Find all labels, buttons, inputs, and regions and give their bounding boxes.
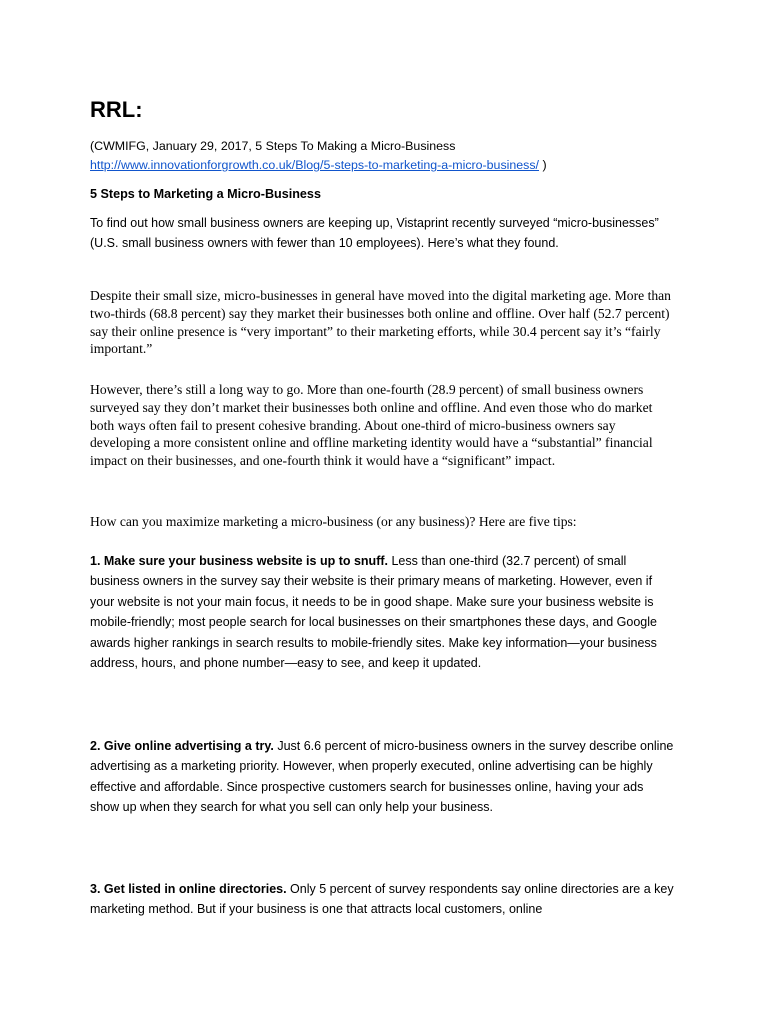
despite-paragraph: Despite their small size, micro-businesses in general have moved into the digital marketing age. More than two-thirds (68.8 percent) say they market their businesses both online and offline. Over half (52.7 percent) say their online presence is “very important” to their marketing efforts, while 30.4 percent say it’s “fairly important.” [90,288,671,357]
citation-text: (CWMIFG, January 29, 2017, 5 Steps To Making a Micro-Business [90,139,456,153]
page-title: RRL: [90,97,143,122]
how-paragraph: How can you maximize marketing a micro-business (or any business)? Here are five tips: [90,514,577,529]
tip-paragraph [90,879,675,920]
tip-lead: 2. Give online advertising a try. [90,739,274,753]
tip-body: Less than one-third (32.7 percent) of small business owners in the survey say their website is their primary means of marketing. However, even if your website is not your main focus, it needs to be in good shape. Make sure your business website is mobile-friendly; most people search for local businesses on their smartphones these days, and Google awards higher rankings in search results to mobile-friendly sites. Make key information—your business address, hours, and phone number—easy to see, and keep it updated. [90,554,657,671]
citation-link[interactable]: http://www.innovationforgrowth.co.uk/Blog/5-steps-to-marketing-a-micro-business/ [90,158,540,172]
article-subtitle: 5 Steps to Marketing a Micro-Business [90,187,321,201]
citation [90,137,680,175]
tip-paragraph [90,736,675,818]
tip-body: Only 5 percent of survey respondents say online directories are a key marketing method. But if your business is one that attracts local customers, online [90,882,674,917]
tip-body: Just 6.6 percent of micro-business owners in the survey describe online advertising as a marketing priority. However, when properly executed, online advertising can be highly effective and affordable. Since prospective customers search for businesses online, having your ads show up when they search for what you sell can only help your business. [90,739,674,815]
tip-lead: 1. Make sure your business website is up to snuff. [90,554,388,568]
tip-paragraph [90,551,675,673]
citation-link-line [90,156,680,175]
tip-lead: 3. Get listed in online directories. [90,882,287,896]
citation-closing: ) [539,158,547,172]
however-paragraph: However, there’s still a long way to go. More than one-fourth (28.9 percent) of small business owners surveyed say they don’t market their businesses both online and offline. And even those who do market both ways often fail to present cohesive branding. About one-third of micro-business owners say developing a more consistent online and offline marketing identity would have a “substantial” financial impact on their businesses, and one-fourth think it would have a “significant” impact. [90,382,653,469]
intro-paragraph: To find out how small business owners are keeping up, Vistaprint recently surveyed “micro-businesses” (U.S. small business owners with fewer than 10 employees). Here’s what they found. [90,216,659,251]
